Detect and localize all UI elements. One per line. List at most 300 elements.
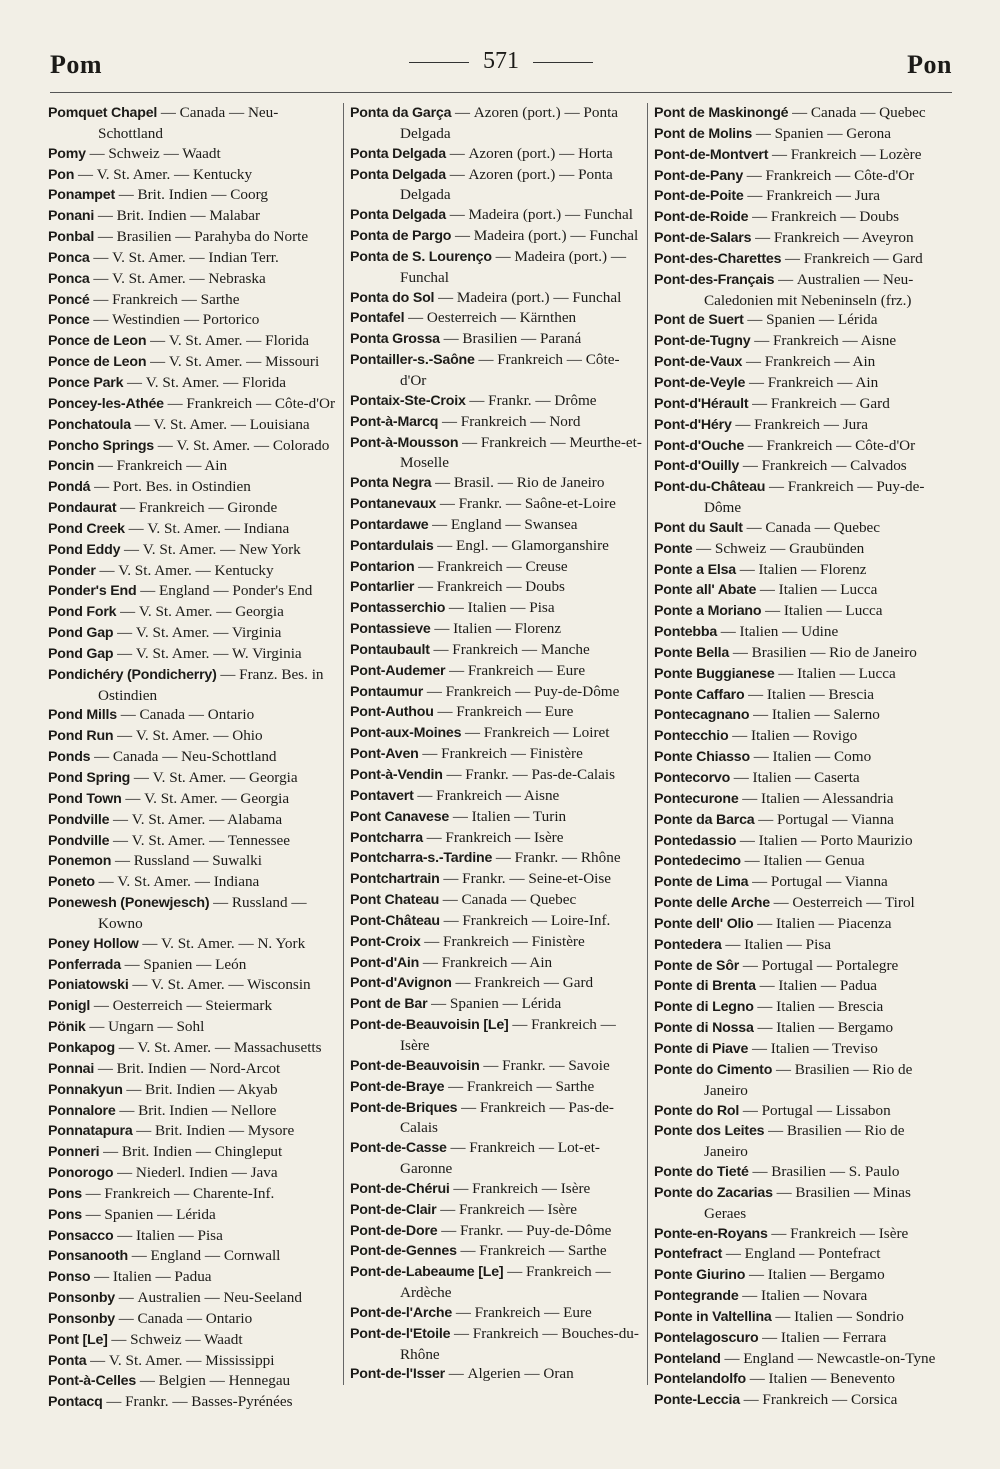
entry-place-name: Ponte da Barca <box>654 811 755 828</box>
entry-location: Madeira (port.) — Funchal <box>400 247 627 286</box>
gazetteer-entry <box>654 747 946 768</box>
entry-separator: — <box>116 604 139 621</box>
entry-location: Niederl. Indien — Java <box>135 1164 278 1182</box>
entry-separator: — <box>738 790 762 807</box>
entry-place-name: Pond Fork <box>48 604 117 621</box>
gazetteer-entry <box>350 702 642 723</box>
entry-place-name: Ponta Negra <box>350 475 432 492</box>
gazetteer-entry <box>48 705 340 726</box>
entry-location: V. St. Amer. — N. York <box>161 934 306 952</box>
entry-location: Frankreich — Eure <box>467 661 586 679</box>
entry-place-name: Pont-de-Salars <box>654 230 752 247</box>
entry-separator: — <box>94 208 117 225</box>
gazetteer-entry <box>654 851 946 872</box>
entry-location: Frankreich — Doubs <box>770 208 900 226</box>
entry-location: Frankreich — Gard <box>474 974 594 992</box>
entry-location: Italien — Novara <box>761 1287 868 1305</box>
gazetteer-entry <box>654 1018 946 1039</box>
entry-location: Brit. Indien — Nord-Arcot <box>116 1059 281 1077</box>
entry-location: Frankreich — Lozère <box>790 145 922 163</box>
entry-place-name: Ponce de Leon <box>48 354 147 371</box>
entry-separator: — <box>754 811 777 828</box>
entry-separator: — <box>752 125 775 142</box>
entry-separator: — <box>436 496 459 513</box>
entry-place-name: Ponte di Brenta <box>654 978 756 995</box>
entry-location: Frankreich — Jura <box>766 187 880 205</box>
entry-location: Italien — Pisa <box>744 935 831 953</box>
entry-place-name: Ponta Grossa <box>350 331 440 348</box>
entry-separator: — <box>740 853 764 870</box>
entry-separator: — <box>85 1019 109 1036</box>
gazetteer-entry <box>48 1142 340 1163</box>
entry-location: Frankreich — Isère <box>445 828 564 846</box>
entry-separator: — <box>157 105 180 121</box>
entry-separator: — <box>420 933 444 950</box>
entry-separator: — <box>772 1184 796 1201</box>
entry-place-name: Ponteland <box>654 1350 721 1367</box>
entry-place-name: Ponte <box>654 540 693 557</box>
gazetteer-entry <box>350 226 642 247</box>
gazetteer-entry <box>654 1039 946 1060</box>
entry-place-name: Pontebba <box>654 624 718 641</box>
gazetteer-entry <box>350 1098 642 1139</box>
entry-separator: — <box>745 374 768 391</box>
entry-place-name: Ponnai <box>48 1060 95 1077</box>
entry-separator: — <box>457 1099 480 1116</box>
entry-place-name: Ponte Bella <box>654 644 730 661</box>
entry-place-name: Pont-à-Celles <box>48 1373 137 1390</box>
entry-separator: — <box>774 271 797 288</box>
entry-separator: — <box>767 1225 791 1242</box>
gazetteer-entry <box>350 288 642 309</box>
entry-separator: — <box>132 1123 156 1140</box>
entry-separator: — <box>717 624 740 641</box>
entry-location: England — Ponder's End <box>158 582 313 600</box>
gazetteer-entry <box>48 1288 340 1309</box>
entry-separator: — <box>122 1081 146 1098</box>
entry-location: V. St. Amer. — Georgia <box>138 603 284 621</box>
entry-place-name: Pond Town <box>48 790 122 807</box>
entry-place-name: Pont du Sault <box>654 519 743 536</box>
gazetteer-entry <box>350 1262 642 1303</box>
entry-separator: — <box>445 207 469 224</box>
entry-location: Canada — Quebec <box>461 891 577 909</box>
gazetteer-entry <box>350 165 642 206</box>
entry-place-name: Pontasserchio <box>350 600 446 617</box>
gazetteer-entry <box>654 186 946 207</box>
entry-separator: — <box>89 270 113 287</box>
gazetteer-entry <box>350 723 642 744</box>
entry-location: Oesterreich — Tirol <box>792 894 915 912</box>
entry-location: Frankreich — Ardèche <box>400 1263 611 1302</box>
gazetteer-entry <box>654 705 946 726</box>
entry-separator: — <box>430 621 454 638</box>
entry-separator: — <box>94 874 118 891</box>
entry-separator: — <box>749 749 773 766</box>
entry-place-name: Pont [Le] <box>48 1331 108 1348</box>
gazetteer-entry <box>48 789 340 810</box>
entry-separator: — <box>120 541 143 558</box>
entry-place-name: Ponca <box>48 249 90 266</box>
gazetteer-entry <box>350 1200 642 1221</box>
entry-place-name: Poncey-les-Athée <box>48 395 164 412</box>
gazetteer-entry <box>48 394 340 415</box>
entry-separator: — <box>451 105 474 121</box>
entry-place-name: Pontavert <box>350 787 414 804</box>
entry-separator: — <box>739 1102 762 1119</box>
entry-separator: — <box>114 187 138 204</box>
gazetteer-entry <box>48 206 340 227</box>
entry-separator: — <box>491 248 515 265</box>
entry-separator: — <box>788 105 811 121</box>
entry-place-name: Ponte dell' Olio <box>654 915 754 932</box>
entry-place-name: Pont-de-l'Etoile <box>350 1325 451 1342</box>
entry-location: Brasilien — Rio de Janeiro <box>751 643 917 661</box>
entry-separator: — <box>474 352 498 369</box>
entry-place-name: Ponta Delgada <box>350 207 446 224</box>
entry-place-name: Ponder's End <box>48 583 137 600</box>
gazetteer-entry <box>48 1059 340 1080</box>
entry-location: V. St. Amer. — Tennessee <box>131 831 291 849</box>
entry-separator: — <box>136 583 159 600</box>
gazetteer-entry <box>654 768 946 789</box>
entry-location: Frankreich — Aveyron <box>773 229 914 247</box>
entry-separator: — <box>109 811 132 828</box>
entry-location: Canada — Quebec <box>810 104 926 121</box>
gazetteer-entry <box>350 577 642 598</box>
entry-separator: — <box>508 1017 532 1034</box>
gazetteer-entry <box>350 1015 642 1056</box>
entry-place-name: Pont-Aven <box>350 746 419 763</box>
entry-place-name: Ponte Caffaro <box>654 686 745 703</box>
entry-location: Madeira (port.) — Funchal <box>468 206 633 224</box>
entry-separator: — <box>751 230 774 247</box>
entry-place-name: Pont-du-Château <box>654 479 766 496</box>
entry-place-name: Pontedecimo <box>654 853 741 870</box>
entry-location: Brit. Indien — Mysore <box>155 1122 295 1140</box>
entry-place-name: Ponta <box>48 1352 87 1369</box>
entry-place-name: Ponte a Moriano <box>654 603 762 620</box>
entry-place-name: Pont-de-Vaux <box>654 354 743 371</box>
gazetteer-entry <box>654 1162 946 1183</box>
gazetteer-entry <box>654 789 946 810</box>
entry-separator: — <box>445 662 468 679</box>
gazetteer-entry <box>48 456 340 477</box>
entry-separator: — <box>738 1288 762 1305</box>
entry-separator: — <box>750 333 773 350</box>
page-number-block <box>50 48 952 75</box>
entry-place-name: Pomquet Chapel <box>48 105 158 121</box>
gazetteer-entry <box>48 415 340 436</box>
running-head-left: Pom <box>50 50 103 79</box>
entry-place-name: Pondichéry (Pondicherry) <box>48 666 217 683</box>
entry-place-name: Pont Chateau <box>350 892 440 909</box>
entry-separator: — <box>769 895 793 912</box>
entry-place-name: Ponte in Valtellina <box>654 1308 772 1325</box>
entry-separator: — <box>404 310 427 327</box>
entry-location: Frankr. — Pas-de-Calais <box>465 766 616 783</box>
entry-location: Frankreich — Meurthe-et-Moselle <box>400 433 642 472</box>
gazetteer-entry <box>654 166 946 187</box>
gazetteer-entry <box>48 581 340 602</box>
entry-place-name: Pont de Suert <box>654 312 744 329</box>
gazetteer-entry <box>654 352 946 373</box>
entry-place-name: Pontanevaux <box>350 496 437 513</box>
entry-separator: — <box>209 895 232 912</box>
entry-separator: — <box>146 333 169 350</box>
entry-place-name: Pont-à-Marcq <box>350 413 439 430</box>
entry-separator: — <box>439 871 463 888</box>
entry-separator: — <box>427 996 450 1013</box>
entry-location: Canada — Ontario <box>139 706 255 724</box>
entry-separator: — <box>431 475 454 492</box>
entry-separator: — <box>99 1144 122 1161</box>
entry-place-name: Ponso <box>48 1269 91 1286</box>
entry-location: Italien — Pisa <box>135 1226 223 1244</box>
entry-separator: — <box>437 1222 460 1239</box>
entry-separator: — <box>127 1248 151 1265</box>
entry-separator: — <box>124 520 148 537</box>
entry-place-name: Pont-à-Vendin <box>350 767 443 783</box>
entry-separator: — <box>121 790 145 807</box>
entry-separator: — <box>130 416 154 433</box>
entry-location: Brit. Indien — Nellore <box>138 1101 277 1119</box>
entry-location: Frankr. — Drôme <box>488 391 597 409</box>
entry-separator: — <box>413 787 437 804</box>
entry-place-name: Pond Creek <box>48 520 125 537</box>
gazetteer-entry <box>48 1184 340 1205</box>
entry-location: V. St. Amer. — Colorado <box>176 436 330 454</box>
gazetteer-entry <box>48 1101 340 1122</box>
gazetteer-entry <box>48 165 340 186</box>
entry-separator: — <box>89 291 113 308</box>
entry-location: Madeira (port.) — Funchal <box>473 227 639 245</box>
entry-place-name: Pont-de-l'Isser <box>350 1366 445 1383</box>
gazetteer-entry <box>654 956 946 977</box>
gazetteer-entry <box>48 975 340 996</box>
entry-separator: — <box>461 725 484 742</box>
gazetteer-entry <box>654 456 946 477</box>
entry-location: Italien — Alessandria <box>761 789 894 807</box>
entry-location: Belgien — Hennegau <box>158 1372 291 1390</box>
gazetteer-entry <box>350 1364 642 1385</box>
entry-place-name: Pontarlier <box>350 579 415 596</box>
gazetteer-entry <box>350 433 642 474</box>
gazetteer-entry <box>350 1324 642 1365</box>
gazetteer-entry <box>350 598 642 619</box>
gazetteer-entry <box>654 1121 946 1162</box>
entry-location: Frankreich — Corsica <box>762 1391 898 1409</box>
entry-location: Italien — Sondrio <box>794 1307 904 1325</box>
gazetteer-entry <box>654 394 946 415</box>
gazetteer-entry <box>48 893 340 934</box>
entry-place-name: Ponte de Lima <box>654 874 749 891</box>
entry-separator: — <box>735 561 759 578</box>
entry-place-name: Pontecorvo <box>654 770 731 786</box>
entry-place-name: Pont-d'Ouche <box>654 437 745 454</box>
dash-right <box>533 62 593 63</box>
entry-location: V. St. Amer. — W. Virginia <box>135 644 302 662</box>
gazetteer-entry <box>48 352 340 373</box>
entry-place-name: Ponta Delgada <box>350 166 446 183</box>
entry-place-name: Pont-Château <box>350 912 440 929</box>
entry-place-name: Pond Gap <box>48 625 114 642</box>
gazetteer-entry <box>350 515 642 536</box>
gazetteer-entry <box>48 498 340 519</box>
entry-location: Frankreich — Puy-de-Dôme <box>704 478 925 517</box>
entry-separator: — <box>503 1264 526 1281</box>
gazetteer-entry <box>48 1038 340 1059</box>
entry-location: Frankreich — Isère <box>400 1016 616 1054</box>
entry-place-name: Pomy <box>48 145 86 162</box>
entry-location: V. St. Amer. — Kentucky <box>96 165 253 183</box>
entry-location: Frankreich — Sarthe <box>466 1077 595 1095</box>
entry-separator: — <box>755 978 779 995</box>
entry-location: Italien — Florenz <box>453 620 562 638</box>
entry-place-name: Pont-de-Roide <box>654 209 749 226</box>
entry-location: Brit. Indien — Akyab <box>145 1080 278 1098</box>
gazetteer-entry <box>654 893 946 914</box>
entry-separator: — <box>146 354 169 371</box>
gazetteer-entry <box>654 207 946 228</box>
entry-place-name: Ponta da Garça <box>350 105 452 121</box>
gazetteer-entry <box>350 103 642 144</box>
gazetteer-entry <box>654 1101 946 1122</box>
page-number: 571 <box>483 48 519 74</box>
entry-separator: — <box>85 145 109 162</box>
entry-location: Portugal — Portalegre <box>761 956 899 974</box>
gazetteer-columns <box>44 103 954 1411</box>
gazetteer-entry <box>654 935 946 956</box>
gazetteer-entry <box>350 911 642 932</box>
entry-place-name: Pontardawe <box>350 516 429 533</box>
entry-place-name: Poniatowski <box>48 977 129 994</box>
entry-place-name: Ponsonby <box>48 1310 115 1327</box>
entry-location: Italien — Florenz <box>758 560 867 578</box>
entry-location: Frankreich — Isère <box>790 1224 909 1242</box>
gazetteer-entry <box>350 890 642 911</box>
gazetteer-entry <box>48 1392 340 1413</box>
entry-place-name: Pontarion <box>350 558 415 575</box>
entry-place-name: Pontardulais <box>350 537 434 554</box>
gazetteer-entry <box>654 436 946 457</box>
gazetteer-entry <box>654 997 946 1018</box>
gazetteer-entry <box>654 976 946 997</box>
entry-place-name: Pont-des-Français <box>654 271 775 288</box>
entry-separator: — <box>90 479 113 496</box>
entry-separator: — <box>748 395 771 412</box>
gazetteer-entry <box>350 1056 642 1077</box>
gazetteer-entry <box>654 601 946 622</box>
entry-separator: — <box>444 1366 468 1383</box>
entry-place-name: Ponewesh (Ponewjesch) <box>48 895 210 912</box>
gazetteer-entry <box>48 1163 340 1184</box>
gazetteer-entry <box>48 269 340 290</box>
entry-separator: — <box>428 516 451 533</box>
entry-place-name: Pontacq <box>48 1394 103 1411</box>
entry-location: Spanien — Gerona <box>774 124 891 142</box>
entry-place-name: Ponchatoula <box>48 416 131 433</box>
entry-separator: — <box>748 209 771 226</box>
entry-place-name: Ponorogo <box>48 1165 114 1182</box>
entry-separator: — <box>439 331 463 348</box>
gazetteer-entry <box>350 329 642 350</box>
gazetteer-entry <box>350 682 642 703</box>
gazetteer-entry <box>350 391 642 412</box>
entry-location: Italien — Lucca <box>797 664 896 682</box>
entry-place-name: Pond Mills <box>48 707 117 724</box>
entry-location: V. St. Amer. — Mississippi <box>108 1351 275 1369</box>
gazetteer-entry <box>48 373 340 394</box>
entry-place-name: Ponte dos Leites <box>654 1123 765 1140</box>
gazetteer-entry <box>48 996 340 1017</box>
entry-place-name: Ponkapog <box>48 1039 115 1056</box>
gazetteer-entry <box>350 144 642 165</box>
gazetteer-entry <box>48 1205 340 1226</box>
gazetteer-entry <box>350 994 642 1015</box>
entry-place-name: Pond Gap <box>48 645 114 662</box>
gazetteer-entry <box>48 561 340 582</box>
entry-place-name: Pont-de-l'Arche <box>350 1304 453 1321</box>
entry-separator: — <box>115 1102 139 1119</box>
entry-place-name: Ponani <box>48 208 95 225</box>
entry-separator: — <box>123 374 146 391</box>
gazetteer-entry <box>654 1265 946 1286</box>
gazetteer-entry <box>350 1221 642 1242</box>
entry-separator: — <box>736 832 759 849</box>
gazetteer-entry <box>654 1349 946 1370</box>
gazetteer-entry <box>48 290 340 311</box>
entry-separator: — <box>446 1140 470 1157</box>
gazetteer-entry <box>48 103 340 144</box>
entry-location: Italien — Brescia <box>766 685 875 703</box>
gazetteer-entry <box>48 519 340 540</box>
entry-separator: — <box>113 1227 136 1244</box>
entry-location: Port. Bes. in Ostindien <box>112 478 251 496</box>
entry-location: Canada — Neu-Schottland <box>112 748 277 766</box>
entry-place-name: Ponte all' Abate <box>654 582 757 599</box>
entry-location: V. St. Amer. — Kentucky <box>118 561 274 579</box>
gazetteer-entry <box>48 331 340 352</box>
entry-location: Frankreich — Ain <box>116 457 228 475</box>
entry-separator: — <box>739 1392 763 1409</box>
entry-location: V. St. Amer. — Massachusetts <box>137 1038 322 1056</box>
entry-place-name: Ponsanooth <box>48 1248 128 1265</box>
entry-location: Spanien — Lérida <box>766 311 878 329</box>
gazetteer-entry <box>654 103 946 124</box>
gazetteer-entry <box>350 786 642 807</box>
gazetteer-entry <box>654 1183 946 1224</box>
entry-separator: — <box>138 935 162 952</box>
entry-place-name: Ponte di Piave <box>654 1040 749 1057</box>
entry-location: Azoren (port.) — Horta <box>468 144 613 162</box>
entry-location: V. St. Amer. — Georgia <box>152 769 298 786</box>
entry-location: Frankreich — Creuse <box>436 557 568 575</box>
entry-place-name: Pont-de-Casse <box>350 1140 447 1157</box>
gazetteer-entry <box>48 1267 340 1288</box>
entry-place-name: Pont-Audemer <box>350 662 446 679</box>
gazetteer-entry <box>350 350 642 391</box>
gazetteer-entry <box>350 205 642 226</box>
entry-location: V. St. Amer. — Indiana <box>147 519 290 537</box>
entry-location: Frankr. — Puy-de-Dôme <box>459 1221 612 1239</box>
entry-separator: — <box>743 167 766 184</box>
entry-location: Frankr. — Basses-Pyrénées <box>125 1393 293 1411</box>
entry-place-name: Pont de Bar <box>350 996 428 1013</box>
entry-separator: — <box>731 416 755 433</box>
entry-location: Frankreich — Nord <box>460 412 581 430</box>
gazetteer-entry <box>350 412 642 433</box>
